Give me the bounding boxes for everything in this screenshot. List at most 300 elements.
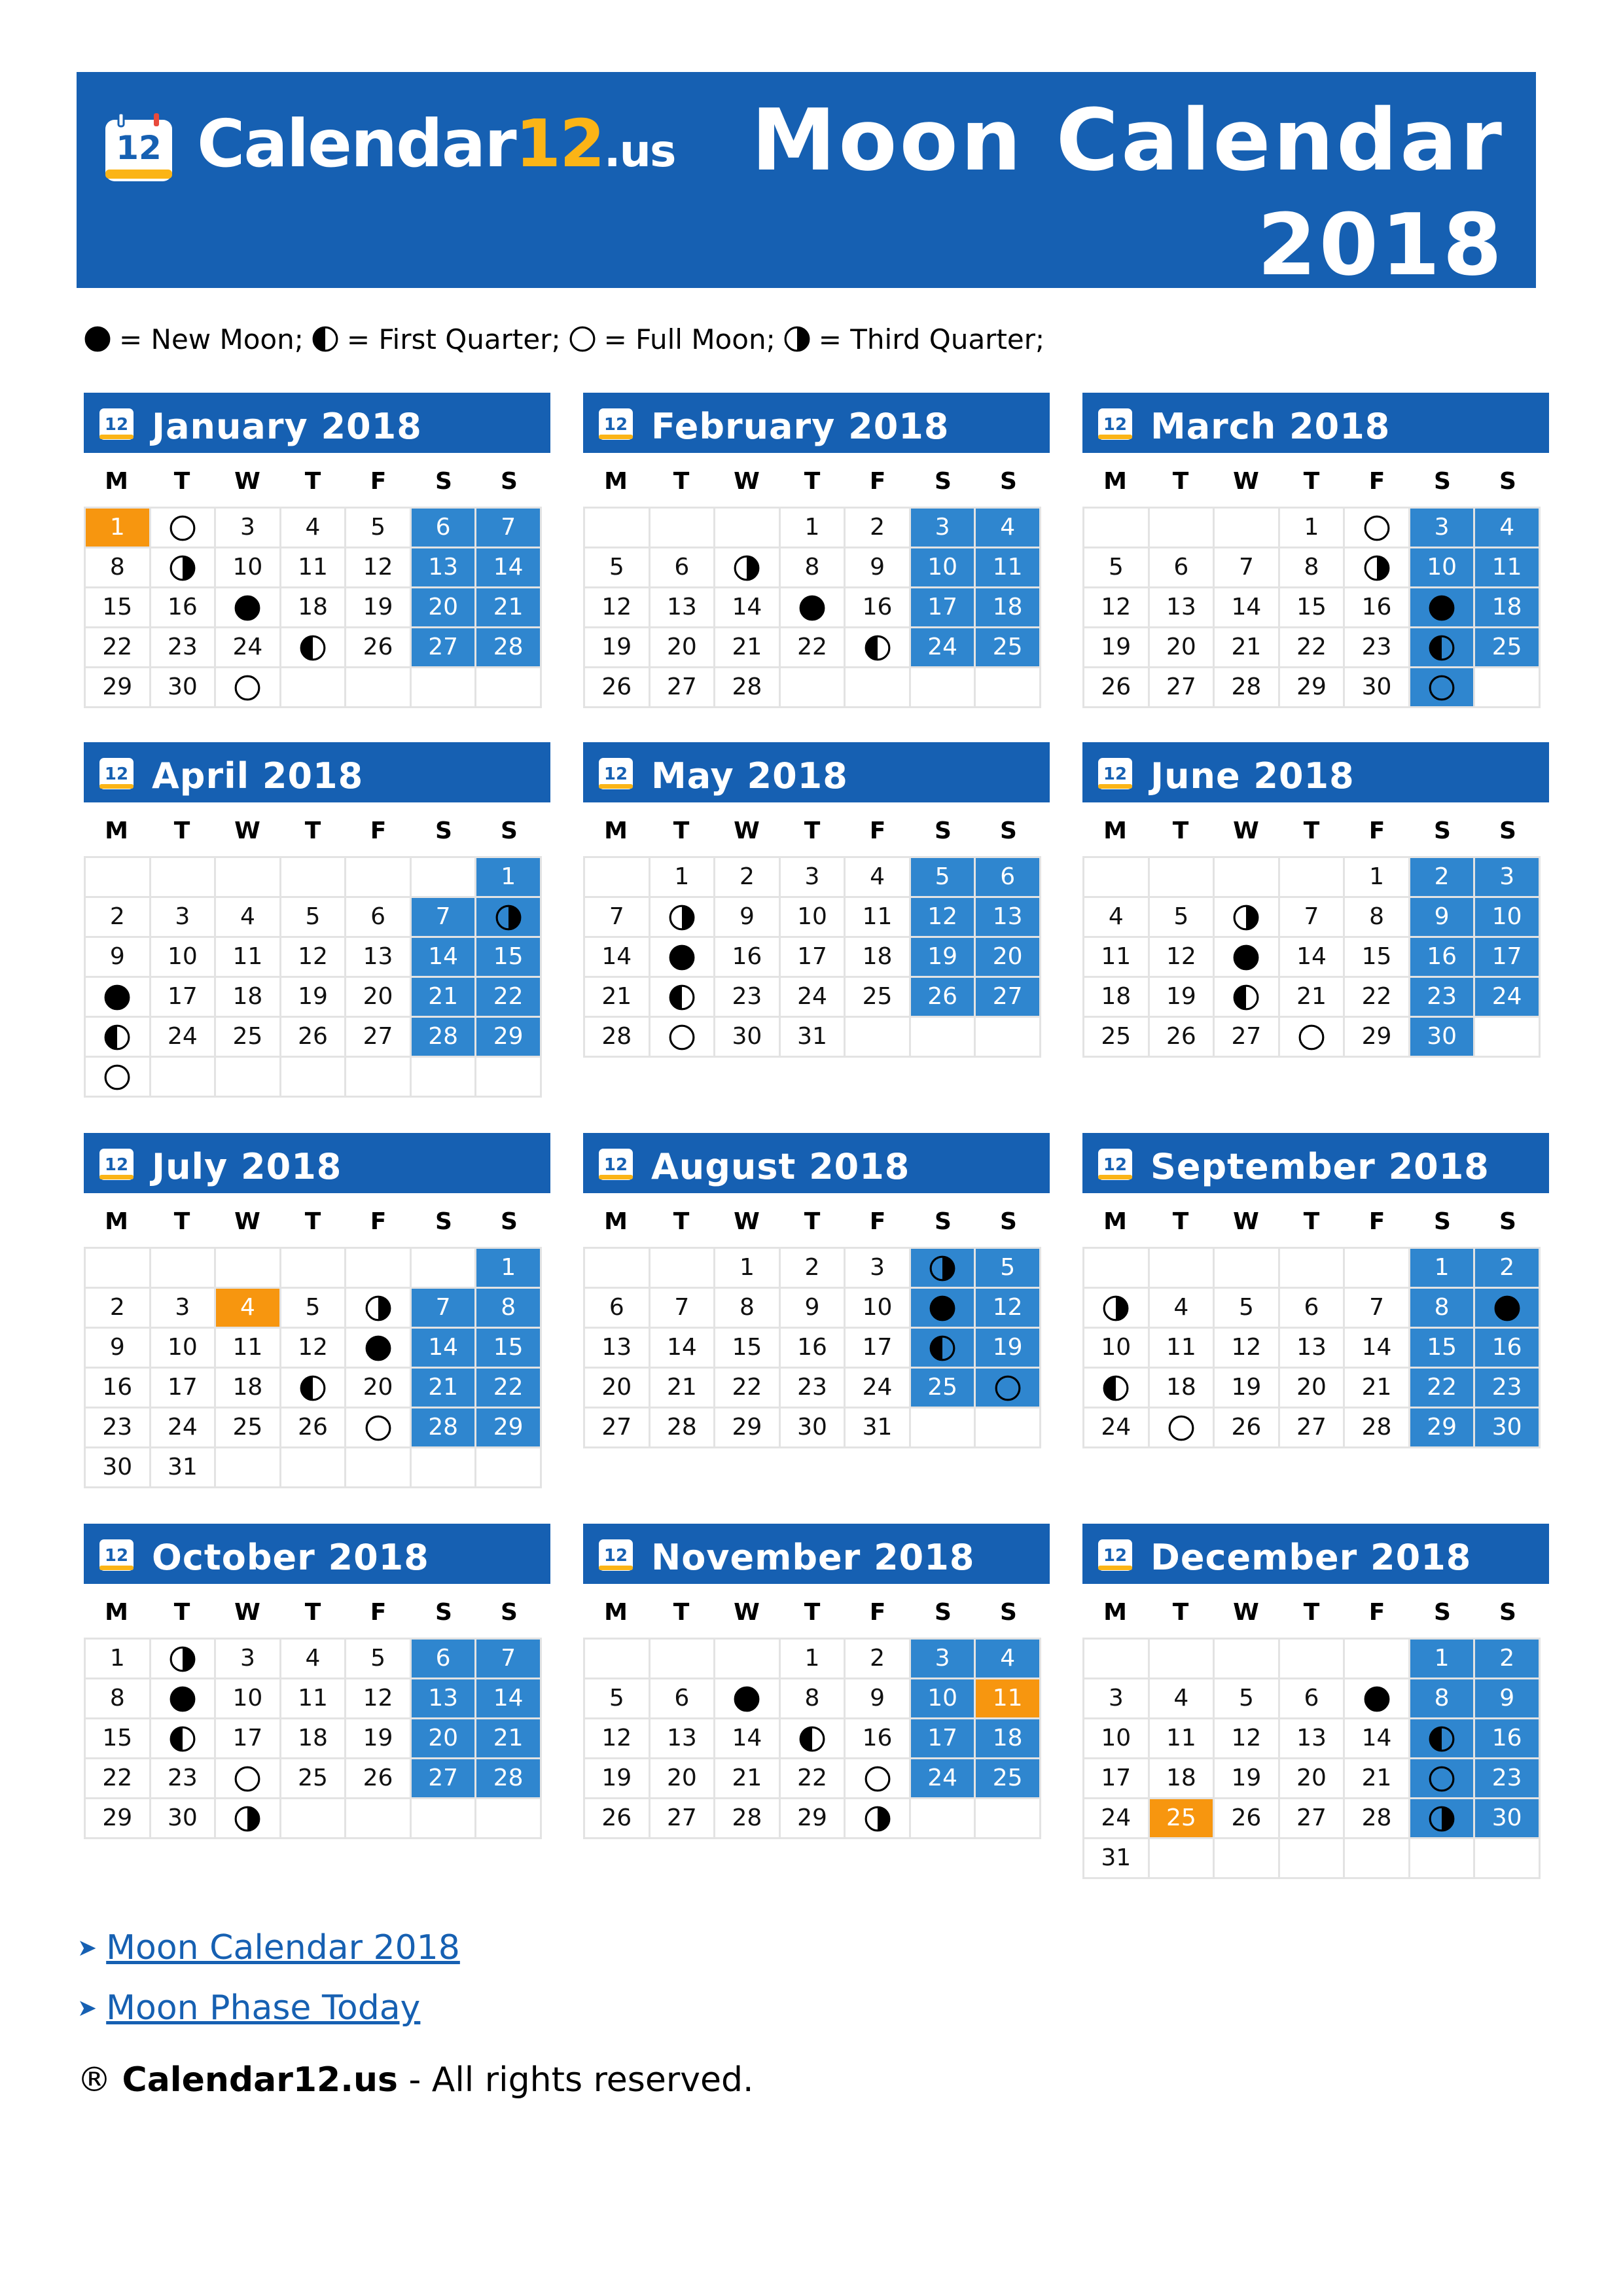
day-cell[interactable]: 19 xyxy=(910,937,975,977)
day-cell[interactable]: 8 xyxy=(1344,897,1410,937)
day-cell[interactable]: 15 xyxy=(1279,588,1344,628)
day-cell[interactable]: 8 xyxy=(1279,548,1344,588)
day-cell[interactable]: 8 xyxy=(85,548,151,588)
day-cell[interactable]: 5 xyxy=(975,1248,1041,1288)
day-cell[interactable]: 25 xyxy=(845,977,910,1017)
day-cell[interactable]: 30 xyxy=(779,1408,845,1448)
day-cell[interactable]: 21 xyxy=(1279,977,1344,1017)
day-cell[interactable]: 29 xyxy=(85,668,151,708)
day-cell[interactable]: 16 xyxy=(845,1719,910,1759)
day-cell[interactable]: 9 xyxy=(715,897,780,937)
day-cell[interactable]: 21 xyxy=(1214,628,1279,668)
day-cell[interactable]: 9 xyxy=(779,1288,845,1328)
day-cell[interactable]: 21 xyxy=(476,1719,541,1759)
day-cell[interactable]: 8 xyxy=(779,1679,845,1719)
day-cell[interactable]: 26 xyxy=(584,668,650,708)
day-cell[interactable]: 14 xyxy=(715,588,780,628)
day-cell[interactable]: 18 xyxy=(975,588,1041,628)
day-cell[interactable] xyxy=(1344,508,1410,548)
day-cell[interactable]: 15 xyxy=(1409,1328,1474,1368)
day-cell[interactable]: 25 xyxy=(215,1408,281,1448)
day-cell[interactable]: 26 xyxy=(1214,1799,1279,1839)
day-cell[interactable]: 6 xyxy=(584,1288,650,1328)
day-cell[interactable]: 24 xyxy=(1084,1799,1149,1839)
day-cell[interactable]: 2 xyxy=(85,1288,151,1328)
day-cell[interactable] xyxy=(845,628,910,668)
day-cell[interactable]: 13 xyxy=(584,1328,650,1368)
day-cell[interactable]: 2 xyxy=(845,508,910,548)
day-cell[interactable]: 9 xyxy=(1474,1679,1540,1719)
day-cell[interactable]: 27 xyxy=(1279,1799,1344,1839)
day-cell[interactable]: 14 xyxy=(476,1679,541,1719)
day-cell[interactable] xyxy=(779,588,845,628)
day-cell[interactable] xyxy=(346,1288,411,1328)
day-cell[interactable]: 9 xyxy=(1409,897,1474,937)
day-cell[interactable]: 4 xyxy=(845,857,910,897)
day-cell[interactable] xyxy=(280,628,346,668)
day-cell[interactable] xyxy=(1084,1368,1149,1408)
day-cell[interactable]: 1 xyxy=(649,857,715,897)
day-cell[interactable]: 13 xyxy=(1279,1719,1344,1759)
day-cell[interactable]: 24 xyxy=(910,628,975,668)
day-cell[interactable]: 11 xyxy=(975,548,1041,588)
day-cell[interactable]: 20 xyxy=(649,1759,715,1799)
day-cell[interactable]: 3 xyxy=(1084,1679,1149,1719)
day-cell[interactable]: 13 xyxy=(1149,588,1214,628)
day-cell[interactable]: 21 xyxy=(410,1368,476,1408)
day-cell[interactable]: 12 xyxy=(1149,937,1214,977)
day-cell[interactable]: 6 xyxy=(649,548,715,588)
day-cell[interactable]: 14 xyxy=(1344,1719,1410,1759)
day-cell[interactable]: 18 xyxy=(280,1719,346,1759)
day-cell[interactable]: 13 xyxy=(410,1679,476,1719)
day-cell[interactable]: 27 xyxy=(346,1017,411,1057)
day-cell[interactable]: 21 xyxy=(476,588,541,628)
day-cell[interactable]: 18 xyxy=(215,977,281,1017)
day-cell[interactable] xyxy=(1214,897,1279,937)
day-cell[interactable]: 28 xyxy=(476,628,541,668)
day-cell[interactable]: 4 xyxy=(1149,1288,1214,1328)
day-cell[interactable] xyxy=(85,1057,151,1097)
day-cell[interactable]: 19 xyxy=(584,628,650,668)
day-cell[interactable]: 28 xyxy=(1214,668,1279,708)
day-cell[interactable]: 19 xyxy=(1214,1759,1279,1799)
day-cell[interactable]: 22 xyxy=(476,1368,541,1408)
day-cell[interactable] xyxy=(1344,548,1410,588)
day-cell[interactable]: 13 xyxy=(975,897,1041,937)
day-cell[interactable]: 7 xyxy=(476,1639,541,1679)
day-cell[interactable]: 27 xyxy=(410,1759,476,1799)
day-cell[interactable] xyxy=(1409,1719,1474,1759)
day-cell[interactable] xyxy=(715,1679,780,1719)
day-cell[interactable]: 16 xyxy=(150,588,215,628)
day-cell[interactable] xyxy=(215,668,281,708)
day-cell[interactable]: 4 xyxy=(1084,897,1149,937)
day-cell[interactable]: 14 xyxy=(1214,588,1279,628)
day-cell[interactable]: 12 xyxy=(1214,1328,1279,1368)
day-cell[interactable]: 10 xyxy=(215,548,281,588)
day-cell[interactable]: 1 xyxy=(476,1248,541,1288)
day-cell[interactable]: 29 xyxy=(476,1408,541,1448)
day-cell[interactable] xyxy=(150,508,215,548)
day-cell[interactable]: 5 xyxy=(910,857,975,897)
day-cell[interactable]: 3 xyxy=(910,1639,975,1679)
day-cell[interactable]: 23 xyxy=(85,1408,151,1448)
day-cell[interactable]: 30 xyxy=(1474,1799,1540,1839)
day-cell[interactable]: 21 xyxy=(715,628,780,668)
day-cell[interactable]: 5 xyxy=(280,1288,346,1328)
day-cell[interactable]: 26 xyxy=(346,628,411,668)
day-cell[interactable]: 22 xyxy=(1344,977,1410,1017)
day-cell[interactable]: 24 xyxy=(150,1408,215,1448)
day-cell[interactable]: 1 xyxy=(1279,508,1344,548)
day-cell[interactable]: 4 xyxy=(1474,508,1540,548)
day-cell[interactable]: 14 xyxy=(1344,1328,1410,1368)
day-cell[interactable]: 15 xyxy=(85,588,151,628)
day-cell[interactable]: 19 xyxy=(1214,1368,1279,1408)
day-cell[interactable]: 17 xyxy=(779,937,845,977)
day-cell[interactable]: 14 xyxy=(476,548,541,588)
day-cell[interactable]: 24 xyxy=(1474,977,1540,1017)
day-cell[interactable]: 7 xyxy=(1279,897,1344,937)
day-cell[interactable]: 26 xyxy=(1084,668,1149,708)
day-cell[interactable] xyxy=(649,1017,715,1057)
day-cell[interactable]: 28 xyxy=(715,668,780,708)
day-cell[interactable]: 11 xyxy=(845,897,910,937)
day-cell[interactable]: 1 xyxy=(779,1639,845,1679)
day-cell[interactable]: 9 xyxy=(85,1328,151,1368)
day-cell[interactable]: 18 xyxy=(1474,588,1540,628)
day-cell[interactable]: 12 xyxy=(280,937,346,977)
site-logo[interactable] xyxy=(103,105,675,187)
day-cell[interactable] xyxy=(1344,1679,1410,1719)
day-cell[interactable]: 13 xyxy=(1279,1328,1344,1368)
day-cell[interactable]: 27 xyxy=(649,668,715,708)
day-cell[interactable]: 21 xyxy=(649,1368,715,1408)
day-cell[interactable]: 20 xyxy=(975,937,1041,977)
day-cell[interactable]: 28 xyxy=(476,1759,541,1799)
day-cell[interactable]: 3 xyxy=(215,508,281,548)
day-cell[interactable]: 2 xyxy=(779,1248,845,1288)
day-cell[interactable]: 3 xyxy=(150,897,215,937)
day-cell[interactable]: 20 xyxy=(1279,1759,1344,1799)
day-cell[interactable]: 10 xyxy=(1474,897,1540,937)
day-cell[interactable]: 14 xyxy=(649,1328,715,1368)
day-cell[interactable]: 20 xyxy=(1149,628,1214,668)
day-cell[interactable]: 20 xyxy=(346,1368,411,1408)
day-cell[interactable]: 7 xyxy=(649,1288,715,1328)
day-cell[interactable]: 1 xyxy=(715,1248,780,1288)
day-cell[interactable]: 23 xyxy=(1344,628,1410,668)
day-cell[interactable] xyxy=(845,1799,910,1839)
day-cell[interactable] xyxy=(649,897,715,937)
day-cell[interactable]: 20 xyxy=(410,1719,476,1759)
day-cell[interactable]: 6 xyxy=(649,1679,715,1719)
day-cell[interactable]: 4 xyxy=(215,1288,281,1328)
day-cell[interactable] xyxy=(85,977,151,1017)
day-cell[interactable]: 10 xyxy=(1084,1719,1149,1759)
day-cell[interactable]: 8 xyxy=(476,1288,541,1328)
day-cell[interactable]: 12 xyxy=(975,1288,1041,1328)
day-cell[interactable]: 23 xyxy=(1474,1368,1540,1408)
day-cell[interactable]: 31 xyxy=(150,1448,215,1488)
day-cell[interactable]: 5 xyxy=(280,897,346,937)
day-cell[interactable]: 17 xyxy=(215,1719,281,1759)
day-cell[interactable]: 15 xyxy=(715,1328,780,1368)
day-cell[interactable]: 18 xyxy=(1084,977,1149,1017)
day-cell[interactable]: 12 xyxy=(1214,1719,1279,1759)
day-cell[interactable]: 18 xyxy=(1149,1368,1214,1408)
day-cell[interactable]: 6 xyxy=(410,508,476,548)
day-cell[interactable]: 9 xyxy=(845,1679,910,1719)
day-cell[interactable]: 16 xyxy=(845,588,910,628)
day-cell[interactable] xyxy=(150,548,215,588)
day-cell[interactable]: 16 xyxy=(1344,588,1410,628)
day-cell[interactable]: 7 xyxy=(476,508,541,548)
day-cell[interactable]: 12 xyxy=(1084,588,1149,628)
day-cell[interactable]: 25 xyxy=(975,1759,1041,1799)
day-cell[interactable]: 16 xyxy=(715,937,780,977)
day-cell[interactable]: 22 xyxy=(715,1368,780,1408)
day-cell[interactable]: 22 xyxy=(1279,628,1344,668)
day-cell[interactable]: 27 xyxy=(1279,1408,1344,1448)
day-cell[interactable]: 2 xyxy=(1474,1248,1540,1288)
day-cell[interactable]: 21 xyxy=(1344,1368,1410,1408)
day-cell[interactable]: 26 xyxy=(584,1799,650,1839)
day-cell[interactable]: 11 xyxy=(1474,548,1540,588)
day-cell[interactable]: 22 xyxy=(85,1759,151,1799)
day-cell[interactable]: 11 xyxy=(280,1679,346,1719)
day-cell[interactable]: 28 xyxy=(410,1017,476,1057)
moon-calendar-link[interactable]: Moon Calendar 2018 xyxy=(106,1928,460,1967)
day-cell[interactable]: 26 xyxy=(280,1017,346,1057)
day-cell[interactable]: 21 xyxy=(410,977,476,1017)
day-cell[interactable]: 3 xyxy=(910,508,975,548)
day-cell[interactable]: 22 xyxy=(779,628,845,668)
day-cell[interactable]: 7 xyxy=(584,897,650,937)
day-cell[interactable]: 17 xyxy=(910,1719,975,1759)
day-cell[interactable]: 12 xyxy=(346,1679,411,1719)
day-cell[interactable]: 3 xyxy=(150,1288,215,1328)
day-cell[interactable]: 5 xyxy=(584,1679,650,1719)
day-cell[interactable]: 15 xyxy=(476,937,541,977)
day-cell[interactable]: 1 xyxy=(85,508,151,548)
day-cell[interactable]: 1 xyxy=(1409,1639,1474,1679)
day-cell[interactable]: 27 xyxy=(649,1799,715,1839)
day-cell[interactable]: 20 xyxy=(346,977,411,1017)
day-cell[interactable]: 4 xyxy=(975,508,1041,548)
day-cell[interactable] xyxy=(1279,1017,1344,1057)
day-cell[interactable] xyxy=(1214,937,1279,977)
day-cell[interactable]: 3 xyxy=(1409,508,1474,548)
day-cell[interactable] xyxy=(649,937,715,977)
day-cell[interactable]: 28 xyxy=(584,1017,650,1057)
day-cell[interactable]: 6 xyxy=(346,897,411,937)
day-cell[interactable]: 27 xyxy=(584,1408,650,1448)
day-cell[interactable] xyxy=(910,1328,975,1368)
day-cell[interactable]: 4 xyxy=(975,1639,1041,1679)
day-cell[interactable]: 24 xyxy=(910,1759,975,1799)
day-cell[interactable]: 22 xyxy=(85,628,151,668)
day-cell[interactable] xyxy=(649,977,715,1017)
day-cell[interactable]: 14 xyxy=(1279,937,1344,977)
day-cell[interactable]: 6 xyxy=(410,1639,476,1679)
day-cell[interactable]: 26 xyxy=(1214,1408,1279,1448)
day-cell[interactable]: 31 xyxy=(845,1408,910,1448)
day-cell[interactable]: 23 xyxy=(1474,1759,1540,1799)
day-cell[interactable] xyxy=(215,588,281,628)
day-cell[interactable]: 17 xyxy=(150,977,215,1017)
day-cell[interactable]: 19 xyxy=(975,1328,1041,1368)
day-cell[interactable] xyxy=(1409,668,1474,708)
day-cell[interactable]: 6 xyxy=(975,857,1041,897)
day-cell[interactable]: 18 xyxy=(215,1368,281,1408)
day-cell[interactable]: 17 xyxy=(1084,1759,1149,1799)
day-cell[interactable] xyxy=(476,897,541,937)
day-cell[interactable]: 8 xyxy=(1409,1288,1474,1328)
day-cell[interactable]: 8 xyxy=(1409,1679,1474,1719)
day-cell[interactable]: 30 xyxy=(85,1448,151,1488)
day-cell[interactable]: 25 xyxy=(910,1368,975,1408)
day-cell[interactable]: 19 xyxy=(584,1759,650,1799)
day-cell[interactable]: 28 xyxy=(649,1408,715,1448)
day-cell[interactable]: 10 xyxy=(1409,548,1474,588)
day-cell[interactable]: 12 xyxy=(910,897,975,937)
day-cell[interactable]: 24 xyxy=(215,628,281,668)
day-cell[interactable] xyxy=(1149,1408,1214,1448)
day-cell[interactable]: 21 xyxy=(1344,1759,1410,1799)
day-cell[interactable] xyxy=(346,1328,411,1368)
day-cell[interactable]: 10 xyxy=(910,548,975,588)
day-cell[interactable]: 20 xyxy=(584,1368,650,1408)
day-cell[interactable] xyxy=(910,1248,975,1288)
day-cell[interactable]: 25 xyxy=(1474,628,1540,668)
day-cell[interactable]: 6 xyxy=(1149,548,1214,588)
day-cell[interactable] xyxy=(1409,1799,1474,1839)
day-cell[interactable]: 12 xyxy=(346,548,411,588)
day-cell[interactable]: 25 xyxy=(1084,1017,1149,1057)
day-cell[interactable]: 12 xyxy=(584,1719,650,1759)
day-cell[interactable]: 3 xyxy=(1474,857,1540,897)
day-cell[interactable] xyxy=(215,1759,281,1799)
day-cell[interactable]: 8 xyxy=(715,1288,780,1328)
day-cell[interactable]: 25 xyxy=(215,1017,281,1057)
day-cell[interactable]: 24 xyxy=(779,977,845,1017)
day-cell[interactable]: 3 xyxy=(845,1248,910,1288)
day-cell[interactable]: 29 xyxy=(476,1017,541,1057)
day-cell[interactable]: 29 xyxy=(1279,668,1344,708)
day-cell[interactable]: 17 xyxy=(1474,937,1540,977)
day-cell[interactable]: 1 xyxy=(1409,1248,1474,1288)
day-cell[interactable] xyxy=(910,1288,975,1328)
day-cell[interactable]: 19 xyxy=(1084,628,1149,668)
day-cell[interactable]: 11 xyxy=(1149,1328,1214,1368)
day-cell[interactable]: 3 xyxy=(215,1639,281,1679)
day-cell[interactable]: 29 xyxy=(779,1799,845,1839)
day-cell[interactable]: 31 xyxy=(779,1017,845,1057)
day-cell[interactable]: 17 xyxy=(910,588,975,628)
day-cell[interactable] xyxy=(1409,628,1474,668)
day-cell[interactable]: 28 xyxy=(410,1408,476,1448)
day-cell[interactable]: 2 xyxy=(85,897,151,937)
day-cell[interactable]: 5 xyxy=(346,1639,411,1679)
day-cell[interactable]: 23 xyxy=(150,628,215,668)
day-cell[interactable]: 18 xyxy=(975,1719,1041,1759)
day-cell[interactable]: 23 xyxy=(779,1368,845,1408)
day-cell[interactable]: 11 xyxy=(280,548,346,588)
day-cell[interactable] xyxy=(845,1759,910,1799)
day-cell[interactable]: 31 xyxy=(1084,1839,1149,1878)
day-cell[interactable] xyxy=(1409,1759,1474,1799)
day-cell[interactable]: 10 xyxy=(150,937,215,977)
day-cell[interactable]: 7 xyxy=(1214,548,1279,588)
day-cell[interactable]: 28 xyxy=(715,1799,780,1839)
day-cell[interactable]: 25 xyxy=(1149,1799,1214,1839)
day-cell[interactable]: 16 xyxy=(1409,937,1474,977)
day-cell[interactable]: 3 xyxy=(779,857,845,897)
day-cell[interactable] xyxy=(150,1639,215,1679)
day-cell[interactable]: 26 xyxy=(280,1408,346,1448)
day-cell[interactable]: 14 xyxy=(410,937,476,977)
day-cell[interactable]: 18 xyxy=(845,937,910,977)
day-cell[interactable]: 29 xyxy=(715,1408,780,1448)
moon-phase-today-link[interactable]: Moon Phase Today xyxy=(106,1988,421,2028)
day-cell[interactable]: 13 xyxy=(649,588,715,628)
day-cell[interactable] xyxy=(85,1017,151,1057)
day-cell[interactable]: 4 xyxy=(1149,1679,1214,1719)
day-cell[interactable]: 19 xyxy=(346,1719,411,1759)
day-cell[interactable]: 4 xyxy=(215,897,281,937)
day-cell[interactable]: 12 xyxy=(280,1328,346,1368)
day-cell[interactable]: 23 xyxy=(715,977,780,1017)
day-cell[interactable]: 6 xyxy=(1279,1288,1344,1328)
day-cell[interactable]: 10 xyxy=(910,1679,975,1719)
day-cell[interactable]: 17 xyxy=(150,1368,215,1408)
day-cell[interactable]: 11 xyxy=(1149,1719,1214,1759)
day-cell[interactable]: 26 xyxy=(346,1759,411,1799)
day-cell[interactable]: 14 xyxy=(410,1328,476,1368)
day-cell[interactable]: 2 xyxy=(845,1639,910,1679)
day-cell[interactable] xyxy=(1409,588,1474,628)
day-cell[interactable]: 19 xyxy=(1149,977,1214,1017)
day-cell[interactable]: 24 xyxy=(845,1368,910,1408)
day-cell[interactable]: 7 xyxy=(1344,1288,1410,1328)
day-cell[interactable]: 7 xyxy=(410,897,476,937)
day-cell[interactable]: 21 xyxy=(715,1759,780,1799)
day-cell[interactable]: 9 xyxy=(845,548,910,588)
day-cell[interactable]: 18 xyxy=(1149,1759,1214,1799)
day-cell[interactable]: 12 xyxy=(584,588,650,628)
day-cell[interactable]: 26 xyxy=(1149,1017,1214,1057)
day-cell[interactable]: 30 xyxy=(1474,1408,1540,1448)
day-cell[interactable]: 11 xyxy=(1084,937,1149,977)
day-cell[interactable]: 20 xyxy=(410,588,476,628)
day-cell[interactable]: 11 xyxy=(975,1679,1041,1719)
day-cell[interactable]: 30 xyxy=(150,668,215,708)
day-cell[interactable]: 1 xyxy=(85,1639,151,1679)
day-cell[interactable]: 10 xyxy=(1084,1328,1149,1368)
day-cell[interactable]: 24 xyxy=(150,1017,215,1057)
day-cell[interactable]: 1 xyxy=(779,508,845,548)
day-cell[interactable]: 19 xyxy=(346,588,411,628)
day-cell[interactable]: 6 xyxy=(1279,1679,1344,1719)
day-cell[interactable]: 27 xyxy=(975,977,1041,1017)
day-cell[interactable]: 14 xyxy=(584,937,650,977)
day-cell[interactable]: 18 xyxy=(280,588,346,628)
day-cell[interactable]: 30 xyxy=(1409,1017,1474,1057)
day-cell[interactable]: 2 xyxy=(1409,857,1474,897)
day-cell[interactable]: 22 xyxy=(1409,1368,1474,1408)
